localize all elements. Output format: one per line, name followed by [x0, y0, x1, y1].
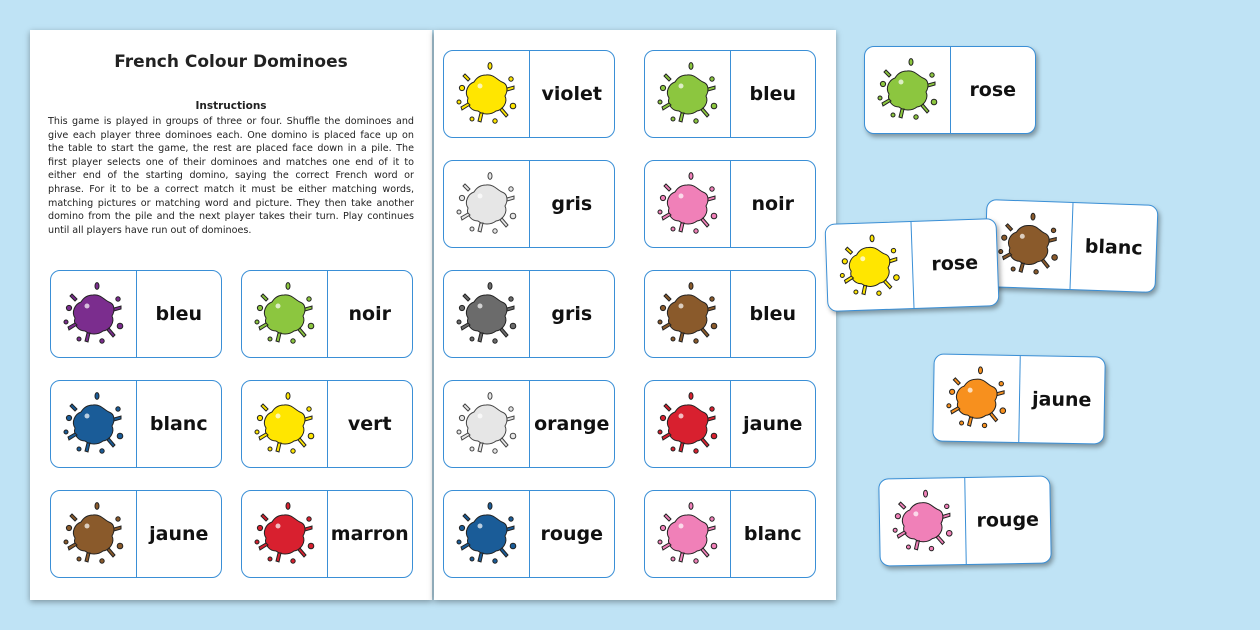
domino-word-half	[911, 219, 998, 308]
orange-splat-icon	[940, 362, 1013, 435]
domino-picture-half	[242, 381, 328, 467]
domino-word-half	[137, 271, 222, 357]
instructions-heading: Instructions	[195, 100, 267, 112]
domino-word-half	[530, 271, 615, 357]
domino-picture-half	[444, 161, 530, 247]
blue-splat-icon	[450, 498, 522, 570]
yellow-splat-icon	[248, 388, 320, 460]
domino-page1-0	[50, 270, 222, 358]
pink-splat-icon	[651, 498, 723, 570]
domino-picture-half	[444, 491, 530, 577]
domino-word-half	[530, 51, 615, 137]
brown-splat-icon	[991, 207, 1065, 281]
domino-word-half	[137, 491, 222, 577]
domino-loose-4[interactable]	[878, 476, 1052, 567]
domino-word: orange	[534, 413, 610, 435]
green-splat-icon	[651, 58, 723, 130]
domino-word: noir	[348, 303, 391, 325]
domino-word: bleu	[155, 303, 203, 325]
white-splat-icon	[450, 168, 522, 240]
domino-word-half	[731, 51, 816, 137]
domino-word-half	[328, 381, 413, 467]
domino-word: gris	[551, 193, 593, 215]
domino-page2-2	[443, 160, 615, 248]
pink-splat-icon	[651, 168, 723, 240]
domino-picture-half	[879, 478, 966, 565]
domino-page2-0	[443, 50, 615, 138]
domino-picture-half	[645, 381, 731, 467]
domino-word: rouge	[976, 508, 1040, 532]
domino-picture-half	[645, 271, 731, 357]
domino-page2-6	[443, 380, 615, 468]
domino-word: bleu	[749, 83, 797, 105]
green-splat-icon	[871, 54, 943, 126]
yellow-splat-icon	[450, 58, 522, 130]
domino-picture-half	[933, 355, 1020, 442]
domino-word-half	[731, 271, 816, 357]
domino-picture-half	[826, 222, 914, 311]
domino-word: blanc	[149, 413, 208, 435]
brown-splat-icon	[57, 498, 129, 570]
domino-page2-4	[443, 270, 615, 358]
domino-page2-1	[644, 50, 816, 138]
domino-page1-5	[241, 490, 413, 578]
domino-word-half	[530, 381, 615, 467]
red-splat-icon	[248, 498, 320, 570]
domino-loose-1[interactable]	[984, 199, 1159, 293]
domino-picture-half	[242, 491, 328, 577]
domino-word-half	[965, 477, 1051, 564]
domino-page2-5	[644, 270, 816, 358]
domino-page1-4	[50, 490, 222, 578]
domino-word: rouge	[540, 523, 603, 545]
domino-page2-3	[644, 160, 816, 248]
domino-word: blanc	[743, 523, 802, 545]
domino-picture-half	[645, 51, 731, 137]
white-splat-icon	[450, 388, 522, 460]
domino-picture-half	[444, 271, 530, 357]
domino-word-half	[328, 271, 413, 357]
domino-picture-half	[51, 491, 137, 577]
domino-page1-2	[50, 380, 222, 468]
domino-picture-half	[51, 271, 137, 357]
instructions-text: This game is played in groups of three or four. Shuffle the dominoes and give each player three dominoes each. One domino is placed face up on the table to start the game, the rest are placed face down in a pile. The first player selects one of their dominoes and matches one end of it to either end of the starting domino, saying the correct French word or phrase. For it to be a correct match it must be either matching words, matching pictures or matching word and picture. They then take another domino from the pile and the next player takes their turn. Play continues until all players have run out of dominoes.	[48, 116, 414, 236]
domino-word: bleu	[749, 303, 797, 325]
domino-loose-2[interactable]	[825, 218, 1000, 312]
domino-word-half	[1070, 203, 1157, 292]
domino-word: jaune	[743, 413, 803, 435]
red-splat-icon	[651, 388, 723, 460]
domino-word: vert	[347, 413, 392, 435]
domino-page2-7	[644, 380, 816, 468]
domino-word-half	[731, 491, 816, 577]
yellow-splat-icon	[832, 229, 906, 303]
domino-word-half	[1019, 356, 1105, 443]
domino-word: jaune	[1031, 388, 1092, 412]
page-title: French Colour Dominoes	[114, 52, 348, 72]
domino-word-half	[951, 47, 1036, 133]
domino-word-half	[731, 161, 816, 247]
domino-picture-half	[645, 161, 731, 247]
domino-word: gris	[551, 303, 593, 325]
blue-splat-icon	[57, 388, 129, 460]
domino-word: blanc	[1084, 235, 1143, 260]
domino-loose-0[interactable]	[864, 46, 1036, 134]
domino-picture-half	[51, 381, 137, 467]
domino-picture-half	[444, 51, 530, 137]
domino-word: jaune	[149, 523, 209, 545]
domino-picture-half	[865, 47, 951, 133]
domino-picture-half	[645, 491, 731, 577]
grey-splat-icon	[450, 278, 522, 350]
domino-word-half	[328, 491, 413, 577]
domino-page2-9	[644, 490, 816, 578]
purple-splat-icon	[57, 278, 129, 350]
domino-loose-3[interactable]	[932, 354, 1106, 445]
domino-word: violet	[541, 83, 602, 105]
domino-page2-8	[443, 490, 615, 578]
domino-word-half	[731, 381, 816, 467]
pink-splat-icon	[886, 485, 959, 558]
green-splat-icon	[248, 278, 320, 350]
domino-picture-half	[242, 271, 328, 357]
domino-picture-half	[444, 381, 530, 467]
domino-word: marron	[330, 523, 409, 545]
domino-page1-3	[241, 380, 413, 468]
brown-splat-icon	[651, 278, 723, 350]
domino-word-half	[530, 491, 615, 577]
domino-word-half	[530, 161, 615, 247]
domino-word: noir	[751, 193, 794, 215]
domino-page1-1	[241, 270, 413, 358]
domino-word: rose	[931, 251, 979, 276]
domino-word-half	[137, 381, 222, 467]
domino-word: rose	[969, 79, 1017, 101]
